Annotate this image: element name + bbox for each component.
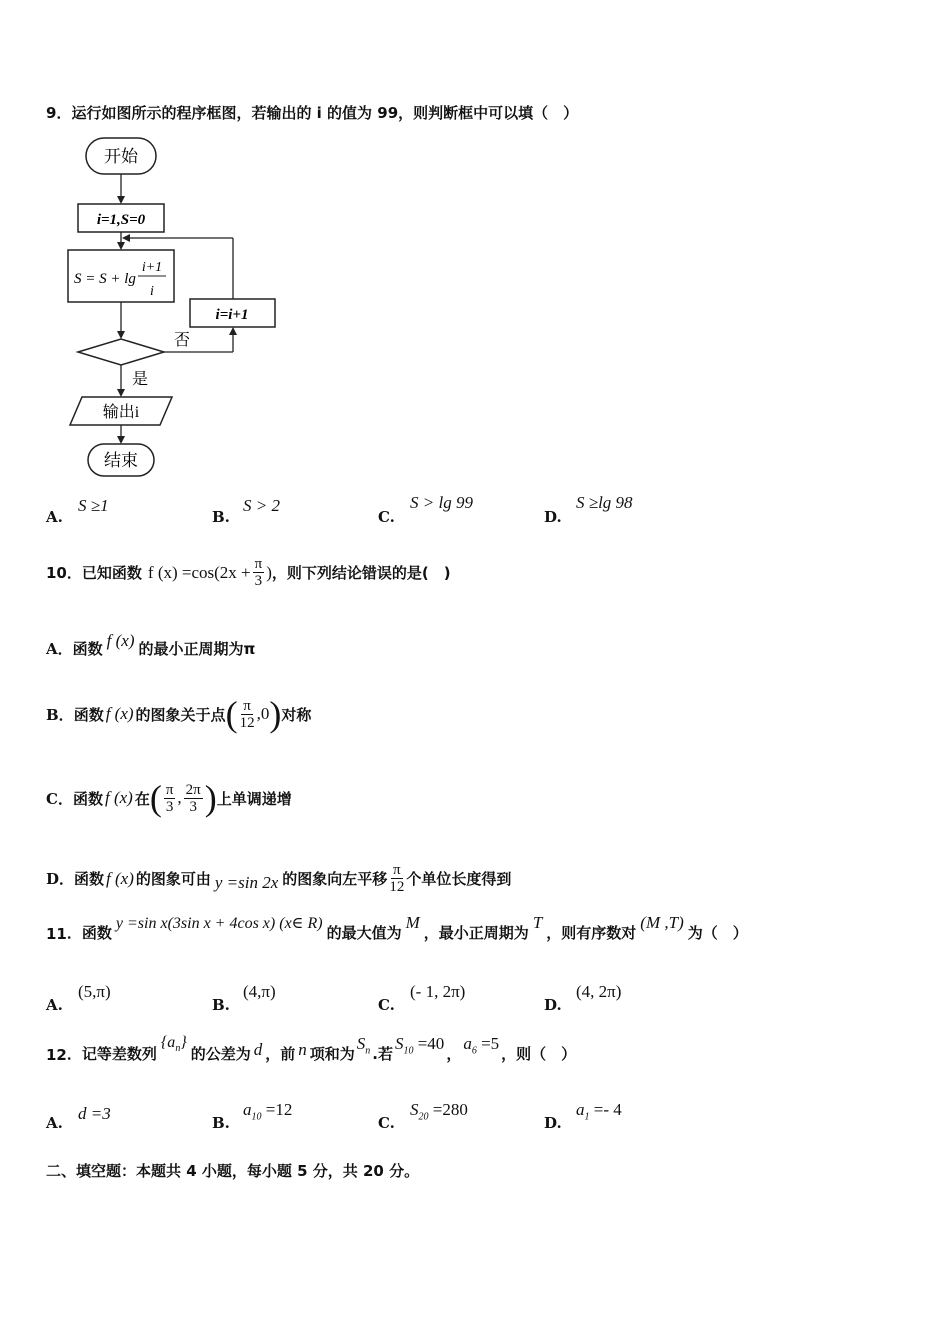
q12-stem: 12 ． 记等差数列 $\{a_n\}$ 的公差为 d ，前 n 项和为 $S_n$ .若 $S_{10} =40$ ， $a_6 =5$ ，则（ ）: [46, 1034, 577, 1065]
q9-option-c-label[interactable]: C.: [378, 508, 395, 526]
q11-mid1: 的最大值为: [326, 924, 402, 942]
q11-M: M: [405, 913, 420, 932]
q11-number: 11: [46, 925, 67, 943]
flow-start-text: 开始: [104, 147, 138, 166]
q10-option-a-post: 的最小正周期为π: [138, 640, 256, 658]
flow-yes-label: 是: [132, 371, 149, 388]
q10-option-b-pre: 函数: [73, 705, 104, 724]
q10-option-c-n1: π: [165, 781, 174, 798]
q9-option-a-label[interactable]: A.: [46, 508, 63, 526]
q11-option-c-label[interactable]: C.: [378, 996, 395, 1014]
q11-stem-pre: 函数: [81, 924, 112, 942]
flow-assign-lhs: S = S + lg: [74, 271, 136, 287]
q10-option-c-frac2: [184, 782, 203, 815]
q10-option-a-label: A．: [46, 640, 73, 658]
q11-stem: 11 ． 函数 y =sin x(3sin x + 4cos x) (x∈ R) 的最大值为 M ，最小正周期为 T ，则有序数对 (M ,T) 为（ ）: [46, 913, 748, 943]
q10-option-b-post: 对称: [281, 705, 312, 724]
q10-func-num: π: [254, 556, 263, 572]
q12-option-d-value[interactable]: $a_1 =- 4$: [576, 1100, 622, 1123]
flow-no-label: 否: [174, 332, 191, 349]
q12-option-b-label[interactable]: B.: [212, 1114, 230, 1132]
q11-post: 为（ ）: [687, 924, 748, 942]
q10-option-b-func: f (x): [105, 704, 134, 723]
q10-option-d-mid2: 的图象向左平移: [282, 870, 388, 888]
q9-option-b-value[interactable]: S > 2: [243, 496, 280, 515]
q12-seq: $\{a_n\}$: [160, 1034, 187, 1055]
q10-option-b-den: 12: [239, 714, 255, 731]
q10-option-c-d2: 3: [189, 798, 197, 815]
q9-stem: 9．运行如图所示的程序框图，若输出的 i 的值为 99，则判断框中可以填（ ）: [46, 104, 579, 122]
q10-option-c-pre: 函数: [72, 789, 103, 808]
q12-option-c-value[interactable]: $S_{20} =280$: [410, 1100, 468, 1123]
q11-mid3: ，则有序数对: [546, 924, 637, 942]
q9-number: 9: [46, 104, 57, 122]
q10-option-a[interactable]: [46, 630, 256, 659]
flow-output-text: 输出i: [102, 404, 140, 421]
q9-option-d-value[interactable]: S ≥lg 98: [576, 493, 633, 512]
q12-option-a-value[interactable]: d =3: [78, 1104, 111, 1123]
q10-option-d-expr: y =sin 2x: [214, 872, 279, 892]
q11-T: T: [532, 913, 543, 932]
q10-number: 10: [46, 563, 67, 582]
q9-option-b-label[interactable]: B.: [212, 508, 230, 526]
q10-option-c-label: C．: [46, 789, 73, 808]
q11-option-b-value[interactable]: (4,π): [243, 982, 276, 1001]
q12-d: d: [253, 1040, 263, 1060]
q10-option-b-label: B．: [46, 705, 74, 724]
q10-option-b[interactable]: B． 函数 f (x) 的图象关于点 ( $\frac{\pi}{12}$ ,0 ) 对称: [46, 694, 312, 734]
q10-option-d[interactable]: [46, 862, 511, 895]
q9-stem-text: 运行如图所示的程序框图，若输出的 i 的值为 99，则判断框中可以填（ ）: [71, 104, 579, 122]
q11-option-c-value[interactable]: (- 1, 2π): [410, 982, 466, 1001]
q9-option-d-label[interactable]: D.: [544, 508, 562, 526]
q12-mid1: 的公差为: [190, 1045, 251, 1064]
q10-option-d-frac: [389, 862, 404, 895]
q10-option-c-mid: 在: [134, 789, 150, 808]
q12-option-d-label[interactable]: D.: [544, 1114, 562, 1132]
q10-option-d-pre: 函数: [74, 870, 105, 888]
q12-option-c-label[interactable]: C.: [378, 1114, 395, 1132]
q10-stem-post: ，则下列结论错误的是( ): [271, 564, 451, 582]
flow-decision-node: [78, 339, 164, 365]
q10-option-b-num: π: [243, 697, 251, 714]
flow-init-text: i=1,S=0: [96, 212, 146, 228]
q10-func-frac: [253, 556, 265, 589]
section2-heading: 二、填空题：本题共 4 小题，每小题 5 分，共 20 分。: [46, 1162, 420, 1180]
q10-option-a-pre: 函数: [72, 640, 103, 658]
q10-option-b-frac: [240, 698, 255, 731]
q10-func-lhs: f (x) =cos(2x +: [147, 562, 251, 582]
q10-option-a-func: f (x): [106, 630, 135, 650]
q10-option-d-func: f (x): [106, 868, 134, 888]
q11-option-b-label[interactable]: B.: [212, 996, 230, 1014]
q11-func: y =sin x(3sin x + 4cos x) (x∈ R): [115, 915, 323, 932]
q9-option-c-value[interactable]: S > lg 99: [410, 493, 473, 512]
q12-number: 12: [46, 1046, 67, 1065]
q12-mid2: ，前: [265, 1045, 296, 1064]
q10-option-d-label: D．: [46, 870, 75, 888]
q10-option-c-post: 上单调递增: [216, 789, 292, 808]
q12-stem-pre: 记等差数列: [81, 1045, 157, 1064]
q12-mid3: 项和为: [309, 1045, 355, 1064]
q10-option-d-den: 12: [389, 879, 405, 895]
q10-option-b-pt: ,0: [256, 704, 270, 723]
q10-func-rhs: ): [266, 562, 272, 582]
q11-option-d-label[interactable]: D.: [544, 996, 562, 1014]
q10-option-c-func: f (x): [104, 788, 133, 807]
q12-post: ，则（ ）: [501, 1045, 577, 1064]
q11-mid2: ，最小正周期为: [423, 924, 529, 942]
q10-option-c[interactable]: C． 函数 f (x) 在 ( $\frac{\pi}{3}$ , $\frac{2\pi}{3}$ ) 上单调递增: [46, 778, 292, 818]
q11-option-a-label[interactable]: A.: [46, 996, 63, 1014]
q12-mid4: .若: [372, 1045, 393, 1064]
q10-option-d-num: π: [393, 862, 401, 878]
q12-option-b-value[interactable]: $a_{10} =12$: [243, 1100, 293, 1123]
q10-stem-pre: 已知函数: [81, 564, 142, 582]
q10-option-b-mid: 的图象关于点: [135, 705, 226, 724]
flow-assign-num: i+1: [141, 260, 163, 275]
q12-S: $S_n$: [356, 1034, 371, 1057]
q10-stem: 10 ． 已知函数 f (x) =cos(2x + $\frac{\pi}{3}$ ) ，则下列结论错误的是( ): [46, 556, 451, 589]
q12-comma: ，: [446, 1045, 462, 1064]
q10-option-c-frac1: [164, 782, 176, 815]
flow-end-text: 结束: [104, 451, 138, 470]
q9-flowchart: [60, 132, 290, 482]
q11-pair: (M ,T): [640, 913, 684, 932]
q11-option-d-value[interactable]: (4, 2π): [576, 982, 622, 1001]
flow-assign-den: i: [150, 284, 154, 299]
q10-option-d-mid: 的图象可由: [135, 870, 211, 888]
q12-cond1: $S_{10} =40$: [394, 1034, 445, 1057]
q12-cond2: $a_6 =5$: [463, 1034, 500, 1057]
q11-option-a-value[interactable]: (5,π): [78, 982, 111, 1001]
q10-option-c-d1: 3: [165, 798, 174, 815]
q12-option-a-label[interactable]: A.: [46, 1114, 63, 1132]
q10-func-den: 3: [254, 573, 263, 589]
q9-option-a-value[interactable]: S ≥1: [78, 496, 109, 515]
q10-option-d-post: 个单位长度得到: [406, 870, 512, 888]
q12-n: n: [298, 1040, 307, 1060]
q10-option-c-n2: 2π: [185, 781, 201, 798]
flow-increment-text: i=i+1: [215, 307, 249, 323]
